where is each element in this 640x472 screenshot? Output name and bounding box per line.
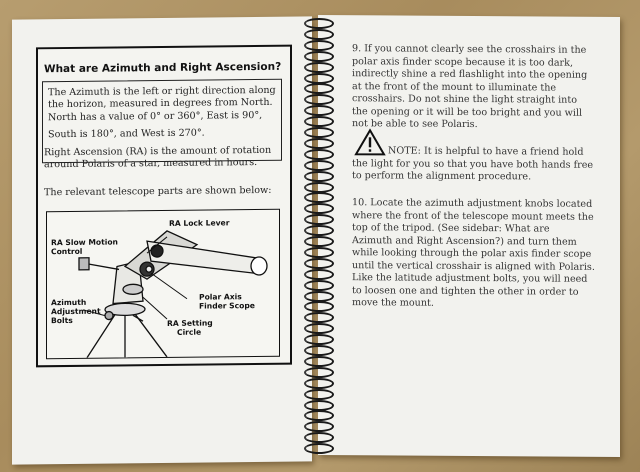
spiral-coil: [304, 138, 334, 149]
spiral-coil: [304, 432, 334, 443]
spiral-coil: [304, 40, 334, 51]
polar-axis-label: [199, 292, 255, 311]
sidebar-box: [36, 45, 292, 368]
label-line: Polar Axis: [199, 292, 242, 302]
spiral-coil: [304, 51, 334, 62]
spiral-coil: [304, 345, 334, 356]
spiral-coil: [304, 410, 334, 421]
spiral-coil: [304, 182, 334, 193]
step9-line: indirectly shine a red flashlight into the opening: [352, 68, 588, 81]
spiral-coil: [304, 378, 334, 389]
spiral-coil: [304, 73, 334, 84]
step9-line: at the front of the mount to illuminate the: [352, 80, 557, 94]
spiral-coil: [304, 312, 334, 323]
note: [352, 145, 596, 184]
step10-line: until the vertical crosshair is aligned with Polaris.: [352, 259, 595, 273]
spiral-coil: [304, 247, 334, 258]
step10-line: while looking through the polar axis finder scope: [352, 247, 592, 260]
note-line: the light for you so that you have both hands free: [352, 157, 594, 171]
step10-line: 10. Locate the azimuth adjustment knobs located: [352, 197, 593, 210]
ra-slow-motion-label: [51, 237, 118, 256]
step9-line: not be able to see Polaris.: [352, 118, 478, 131]
telescope-mount-drawing: [47, 210, 279, 358]
spiral-coil: [304, 280, 334, 291]
right-page: [318, 15, 620, 457]
spiral-coil: [304, 171, 334, 182]
azimuth-bolts-label: [51, 298, 101, 326]
step9-line: 9. If you cannot clearly see the crosshairs in the: [352, 43, 587, 56]
label-line: Circle: [177, 327, 202, 337]
step10-line: Like the latitude adjustment bolts, you will need: [352, 272, 588, 285]
spiral-coil: [304, 83, 334, 94]
spiral-coil: [304, 389, 334, 400]
ra-line: around Polaris of a star, measured in hours.: [44, 157, 258, 171]
step9-line: crosshairs. Do not shine the light straight into: [352, 93, 577, 106]
note-line: to perform the alignment procedure.: [352, 170, 532, 183]
left-page: [12, 16, 312, 464]
spiral-coil: [304, 192, 334, 203]
azimuth-line: the horizon, measured in degrees from North.: [48, 97, 273, 111]
spiral-coil: [304, 203, 334, 214]
spiral-coil: [304, 443, 334, 454]
step10-line: Azimuth and Right Ascension?) and turn them: [352, 234, 577, 248]
spiral-coil: [304, 421, 334, 432]
step9-line: the opening or it will be too bright and you will: [352, 105, 583, 119]
sidebar-title: What are Azimuth and Right Ascension?: [44, 60, 282, 76]
parts-intro: The relevant telescope parts are shown below:: [44, 184, 272, 199]
label-line: RA Setting: [167, 318, 213, 328]
spiral-coil: [304, 127, 334, 138]
spiral-coil: [304, 29, 334, 40]
azimuth-line: North has a value of 0° or 360°, East is 90°,: [48, 109, 263, 124]
ra-lock-lever-label: [169, 218, 229, 228]
note-line: NOTE: It is helpful to have a friend hold: [388, 145, 584, 158]
step-10: [352, 197, 596, 311]
spiral-coil: [304, 334, 334, 345]
step10-line: where the front of the telescope mount meets the: [352, 209, 594, 223]
label-line: RA Lock Lever: [169, 218, 230, 228]
spiral-coil: [304, 116, 334, 127]
label-line: Control: [51, 246, 83, 257]
spiral-coil: [304, 258, 334, 269]
ra-line: Right Ascension (RA) is the amount of rotation: [44, 144, 272, 159]
spiral-coil: [304, 367, 334, 378]
spiral-coil: [304, 18, 334, 29]
telescope-mount-figure: [46, 209, 280, 359]
label-line: RA Slow Motion: [51, 237, 118, 248]
spiral-coil: [304, 301, 334, 312]
spiral-coil: [304, 62, 334, 73]
step10-line: move the mount.: [352, 297, 434, 309]
ra-definition: [44, 145, 271, 172]
spiral-coil: [304, 225, 334, 236]
step9-line: polar axis finder scope because it is too dark,: [352, 55, 574, 69]
spiral-coil: [304, 160, 334, 171]
label-line: Finder Scope: [199, 301, 255, 311]
spiral-coil: [304, 291, 334, 302]
spiral-binding: [300, 14, 336, 462]
label-line: Adjustment: [51, 306, 101, 317]
azimuth-line: South is 180°, and West is 270°.: [48, 127, 205, 141]
label-line: Bolts: [51, 315, 73, 326]
spiral-coil: [304, 323, 334, 334]
azimuth-definition: [48, 85, 276, 142]
ra-setting-label: [167, 318, 213, 336]
spiral-coil: [304, 400, 334, 411]
step10-line: top of the tripod. (See sidebar: What are: [352, 222, 550, 235]
spiral-coil: [304, 105, 334, 116]
step-9: [352, 43, 596, 132]
spiral-coil: [304, 149, 334, 160]
spiral-coil: [304, 356, 334, 367]
azimuth-line: The Azimuth is the left or right direction along: [48, 84, 276, 99]
spiral-coil: [304, 236, 334, 247]
spiral-coil: [304, 214, 334, 225]
step10-line: to loosen one and tighten the other in order to: [352, 284, 579, 298]
label-line: Azimuth: [51, 297, 87, 308]
spiral-coil: [304, 94, 334, 105]
spiral-coil: [304, 269, 334, 280]
